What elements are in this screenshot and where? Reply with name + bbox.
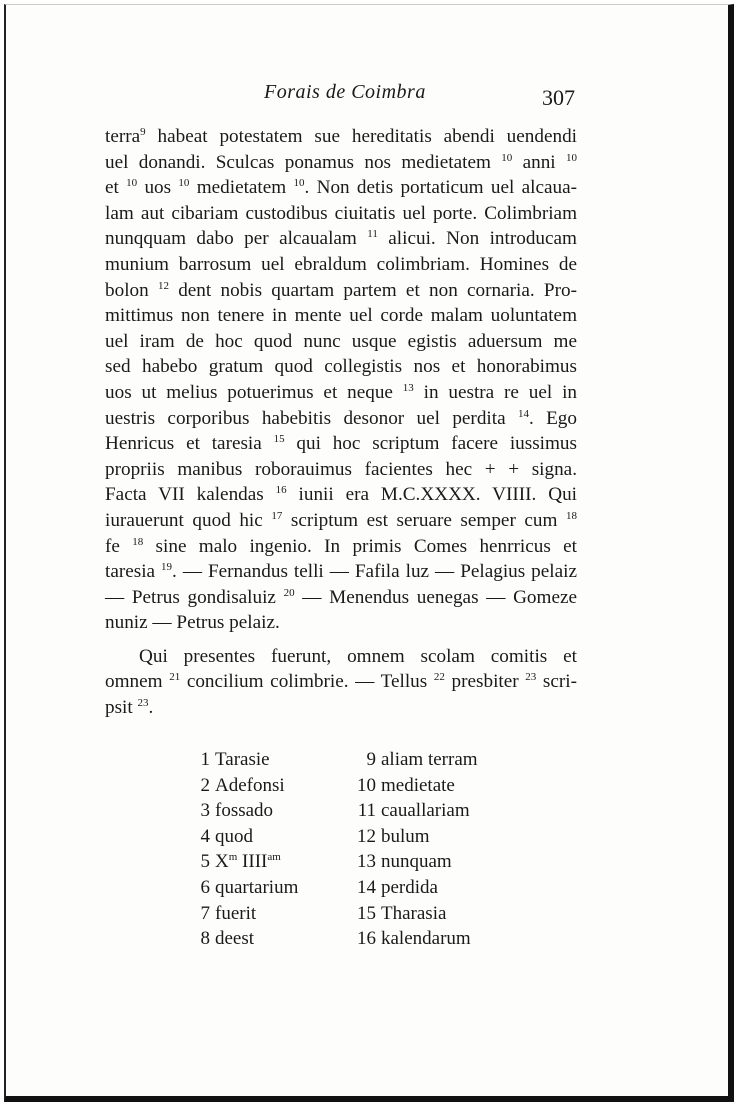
note-item: 5 $X^m$ $IIII^{am}$	[200, 851, 281, 873]
note-item: 13 nunquam	[357, 851, 452, 873]
note-item: 11 cauallariam	[357, 800, 470, 822]
note-item: 10 medietate	[357, 774, 455, 796]
note-item: 2 Adefonsi	[200, 774, 285, 796]
notes-column-right	[346, 747, 536, 952]
note-item: 7 fuerit	[200, 902, 257, 924]
text-line: uestris corporibus habebitis desonor uel perdita $^{14}$. Ego	[105, 407, 577, 429]
note-item: 3 fossado	[200, 800, 274, 822]
text-line: fe $^{18}$ sine malo ingenio. In primis Comes henrricus et	[105, 535, 577, 557]
text-line: uos ut melius potuerimus et neque $^{13}$ in uestra re uel in	[105, 381, 577, 403]
text-line: omnem $^{21}$ concilium colimbrie. — Tellus $^{22}$ presbiter $^{23}$ scri-	[105, 671, 578, 693]
text-line: nuniz — Petrus pelaiz.	[105, 612, 280, 634]
note-item: 1 Tarasie	[200, 749, 270, 770]
note-item: 16 kalendarum	[357, 928, 471, 950]
note-item: 14 perdida	[357, 876, 438, 898]
running-head	[6, 81, 734, 111]
text-line: bolon $^{12}$ dent nobis quartam partem et non cornaria. Pro-	[105, 279, 577, 301]
note-item: 12 bulum	[357, 825, 430, 847]
note-item: 8 deest	[200, 928, 255, 950]
text-line: Facta VII kalendas $^{16}$ iunii era M.C.XXXX. VIIII. Qui	[105, 484, 577, 506]
text-line: Henricus et taresia $^{15}$ qui hoc scriptum facere iussimus	[105, 433, 577, 455]
note-item: 15 Tharasia	[357, 902, 447, 924]
text-line: mittimus non tenere in mente uel corde malam uoluntatem	[105, 305, 577, 327]
text-line: munium barrosum uel ebraldum colimbriam. Homines de	[105, 253, 577, 275]
text-line: lam aut cibariam custodibus ciuitatis uel porte. Colimbriam	[105, 202, 577, 224]
text-line: uel iram de hoc quod nunc usque egistis aduersum me	[105, 330, 577, 352]
page-number: 307	[542, 85, 575, 110]
body-text	[105, 124, 577, 721]
running-title: Forais de Coimbra	[264, 81, 426, 103]
text-line: sed habebo gratum quod collegistis nos et honorabimus	[105, 356, 577, 378]
note-item: 4 quod	[200, 825, 253, 847]
text-line: iurauerunt quod hic $^{17}$ scriptum est seruare semper cum $^{18}$	[105, 509, 577, 531]
text-line: — Petrus gondisaluiz $^{20}$ — Menendus uenegas — Gomeze	[105, 586, 577, 608]
note-item: 9 aliam terram	[366, 749, 478, 770]
text-line: et $^{10}$ uos $^{10}$ medietatem $^{10}$. Non detis portaticum uel alcaua-	[105, 177, 577, 199]
notes-column-left	[180, 747, 370, 952]
text-line: uel donandi. Sculcas ponamus nos medietatem $^{10}$ anni $^{10}$	[105, 151, 577, 173]
text-line: nunqquam dabo per alcaualam $^{11}$ alicui. Non introducam	[105, 228, 577, 250]
text-line: psit $^{23}$.	[105, 697, 154, 719]
text-line: terra$^9$ habeat potestatem sue hereditatis abendi uendendi	[105, 126, 577, 147]
book-page	[4, 4, 734, 1102]
note-item: 6 quartarium	[200, 876, 299, 898]
text-line: Qui presentes fuerunt, omnem scolam comitis et	[139, 645, 577, 667]
text-line: propriis manibus roborauimus facientes hec + + signa.	[105, 458, 577, 480]
text-line: taresia $^{19}$. — Fernandus telli — Fafila luz — Pelagius pelaiz	[105, 561, 577, 583]
